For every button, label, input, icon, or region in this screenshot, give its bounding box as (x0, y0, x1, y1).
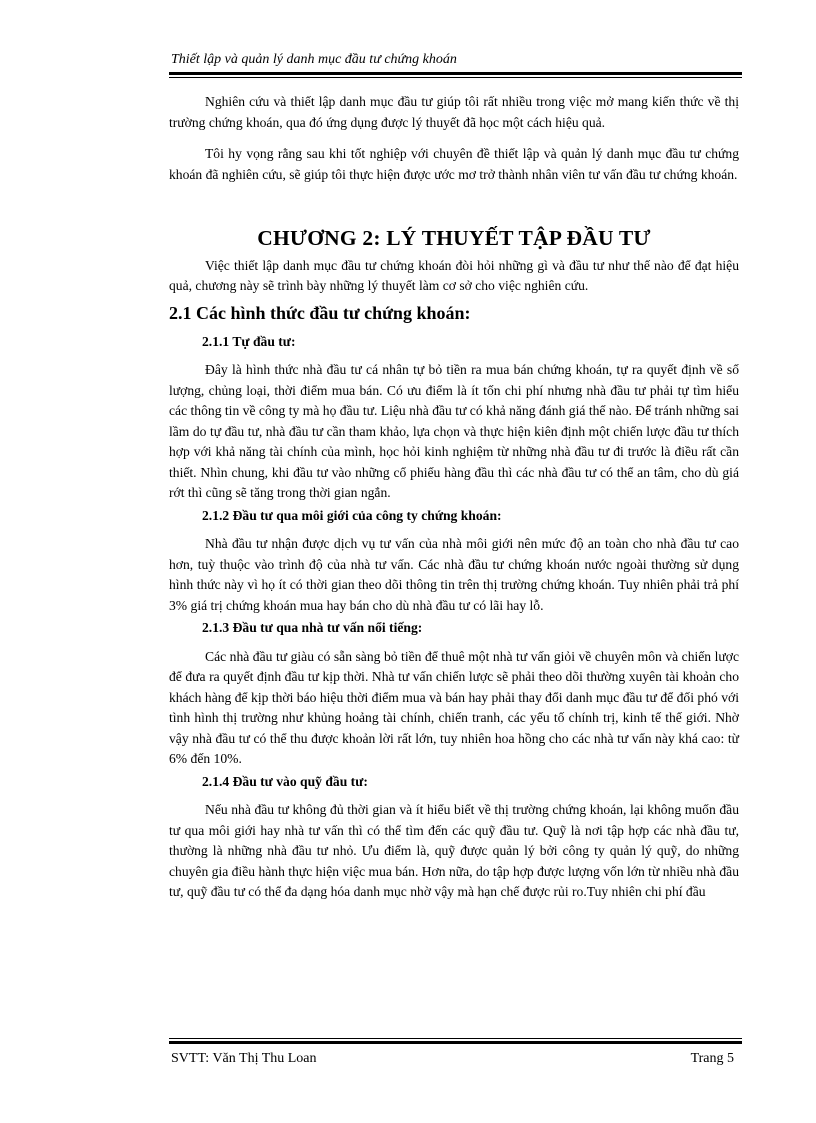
chapter-title: CHƯƠNG 2: LÝ THUYẾT TẬP ĐẦU TƯ (257, 226, 651, 250)
page-header (169, 50, 742, 78)
page-footer (169, 1038, 742, 1070)
header-rule-thick (169, 72, 742, 75)
footer-rule-thick (169, 1041, 742, 1044)
subsection-title-1: 2.1.1 Tự đầu tư: (202, 333, 296, 349)
subsection-title-4: 2.1.4 Đầu tư vào quỹ đầu tư: (202, 773, 368, 789)
subsection-title-3: 2.1.3 Đầu tư qua nhà tư vấn nổi tiếng: (202, 620, 423, 635)
intro-paragraph-1: Nghiên cứu và thiết lập danh mục đầu tư giúp tôi rất nhiều trong việc mở mang kiến thức về thị trường chứng khoán, qua đó ứng dụng được lý thuyết đã học một cách hiệu quả. (169, 94, 739, 130)
header-title: Thiết lập và quản lý danh mục đầu tư chứng khoán (171, 52, 457, 67)
section-title: 2.1 Các hình thức đầu tư chứng khoán: (169, 302, 471, 323)
header-rule-thin (169, 77, 742, 78)
subsection-body-4: Nếu nhà đầu tư không đủ thời gian và ít hiểu biết về thị trường chứng khoán, lại không muốn đầu tư qua môi giới hay nhà tư vấn thì có thể tìm đến các quỹ đầu tư. Quỹ là nơi tập hợp các nhà đầu tư, thường là những nhà đầu tư nhỏ. Ưu điểm là, quỹ được quản lý bởi công ty quản lý quỹ, do những chuyên gia điều hành thực hiện việc mua bán. Hơn nữa, do tập hợp được lượng vốn lớn từ nhiều nhà đầu tư, quỹ đầu tư có thể đa dạng hóa danh mục nhờ vậy mà hạn chế được rủi ro.Tuy nhiên chi phí đầu (169, 802, 739, 899)
page-number: Trang 5 (690, 1051, 734, 1066)
intro-paragraph-2: Tôi hy vọng rằng sau khi tốt nghiệp với chuyên đề thiết lập và quản lý danh mục đầu tư chứng khoán đã nghiên cứu, sẽ giúp tôi thực hiện được ước mơ trở thành nhân viên tư vấn đầu tư chứng khoán. (169, 146, 739, 182)
subsection-body-1: Đây là hình thức nhà đầu tư cá nhân tự bỏ tiền ra mua bán chứng khoán, tự ra quyết định về số lượng, chủng loại, thời điểm mua bán. Có ưu điểm là ít tốn chi phí nhưng nhà đầu tư phải tự tìm hiểu các thông tin về công ty mà họ đầu tư. Liệu nhà đầu tư có khả năng đánh giá thế nào. Để tránh những sai lầm do tự đầu tư, nhà đầu tư cần tham khảo, lựa chọn và thực hiện kiên định một chiến lược đầu tư thích hợp với khả năng tài chính của mình, học hỏi kinh nghiệm từ những nhà đầu tư đi trước là điều rất cần thiết. Nhìn chung, khi đầu tư vào những cổ phiếu hàng đầu thì các nhà đầu tư có thể an tâm, cho dù giá rớt thì cũng sẽ tăng trong thời gian ngắn. (169, 362, 739, 500)
subsection-body-2: Nhà đầu tư nhận được dịch vụ tư vấn của nhà môi giới nên mức độ an toàn cho nhà đầu tư cao hơn, tuỳ thuộc vào trình độ của nhà tư vấn. Các nhà đầu tư chứng khoán nước ngoài thường sử dụng hình thức này vì họ ít có thời gian theo dõi thông tin trên thị trường chứng khoán. Tuy nhiên phải trả phí 3% giá trị chứng khoán mua hay bán cho dù nhà đầu tư có lãi hay lỗ. (169, 536, 739, 613)
subsection-body-3: Các nhà đầu tư giàu có sẵn sàng bỏ tiền để thuê một nhà tư vấn giỏi về chuyên môn và chiến lược để đưa ra quyết định đầu tư kịp thời. Nhà tư vấn chiến lược sẽ phải theo dõi thường xuyên tài khoản cho khách hàng để kịp thời báo hiệu thời điểm mua và bán hay phải thay đổi danh mục đầu tư để đối phó với tình hình thị trường như khủng hoảng tài chính, chiến tranh, các yếu tố chính trị, kinh tế thế giới. Nhờ vậy nhà đầu tư có thể thu được khoản lời rất lớn, tuy nhiên hoa hồng cho các nhà tư vấn này khá cao: từ 6% đến 10%. (169, 648, 739, 766)
page-body (169, 92, 739, 903)
footer-author: SVTT: Văn Thị Thu Loan (171, 1051, 317, 1066)
chapter-intro: Việc thiết lập danh mục đầu tư chứng khoán đòi hỏi những gì và đầu tư như thế nào để đạt hiệu quả, chương này sẽ trình bày những lý thuyết làm cơ sở cho việc nghiên cứu. (169, 257, 739, 293)
subsection-title-2: 2.1.2 Đầu tư qua môi giới của công ty chứng khoán: (202, 507, 502, 523)
footer-rule-thin (169, 1038, 742, 1039)
